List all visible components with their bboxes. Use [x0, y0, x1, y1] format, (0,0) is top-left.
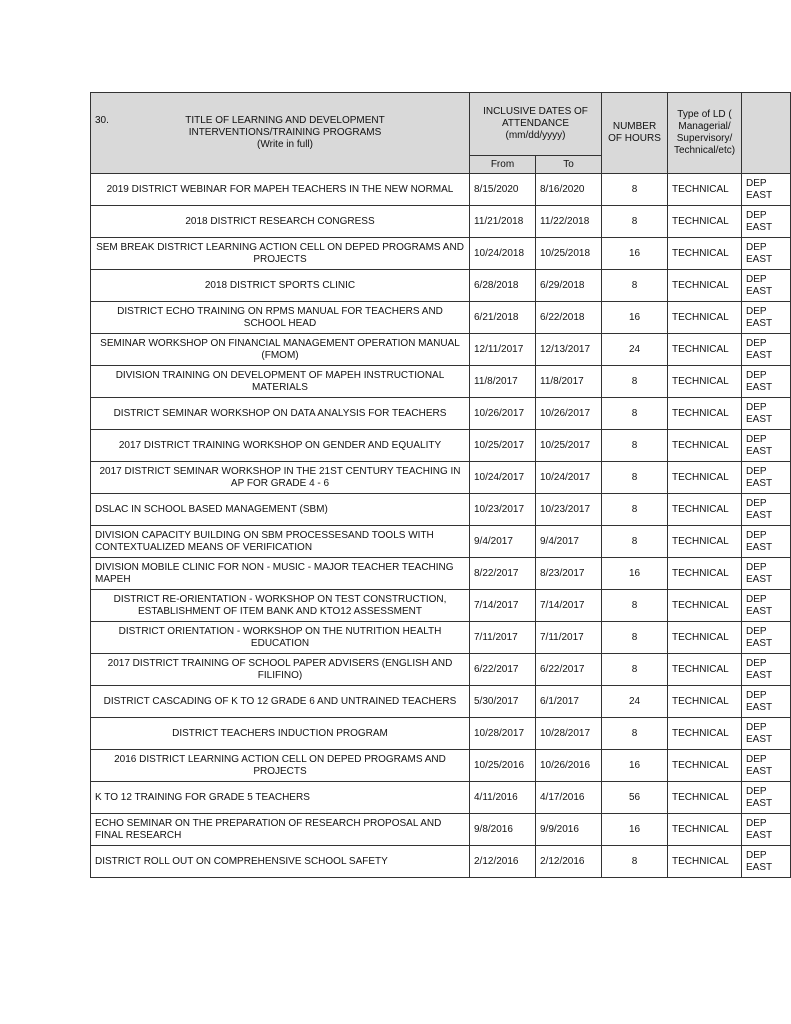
date-from-cell: 7/14/2017	[470, 590, 536, 622]
ld-type-cell: TECHNICAL	[668, 654, 742, 686]
training-title-cell: DISTRICT SEMINAR WORKSHOP ON DATA ANALYSIS FOR TEACHERS	[91, 398, 470, 430]
training-title-cell: DIVISION TRAINING ON DEVELOPMENT OF MAPEH INSTRUCTIONAL MATERIALS	[91, 366, 470, 398]
sponsor-line-1: DEP	[746, 849, 767, 861]
sponsor-line-2: EAST	[746, 797, 773, 809]
training-title-cell: DIVISION MOBILE CLINIC FOR NON - MUSIC - MAJOR TEACHER TEACHING MAPEH	[91, 558, 470, 590]
training-title-cell: 2016 DISTRICT LEARNING ACTION CELL ON DEPED PROGRAMS AND PROJECTS	[91, 750, 470, 782]
sponsor-line-1: DEP	[746, 625, 767, 637]
sponsor-cell	[742, 846, 791, 878]
sponsor-cell	[742, 302, 791, 334]
type-header-cell: Type of LD ( Managerial/ Supervisory/ Technical/etc)	[668, 93, 742, 174]
sponsor-line-1: DEP	[746, 337, 767, 349]
hours-cell: 8	[602, 206, 668, 238]
date-from-cell: 11/8/2017	[470, 366, 536, 398]
hours-cell: 8	[602, 494, 668, 526]
ld-type-cell: TECHNICAL	[668, 846, 742, 878]
date-to-cell: 10/25/2018	[536, 238, 602, 270]
training-title-cell: 2019 DISTRICT WEBINAR FOR MAPEH TEACHERS IN THE NEW NORMAL	[91, 174, 470, 206]
date-to-cell: 10/24/2017	[536, 462, 602, 494]
date-from-cell: 10/23/2017	[470, 494, 536, 526]
sponsor-line-2: EAST	[746, 765, 773, 777]
date-to-cell: 11/8/2017	[536, 366, 602, 398]
sponsor-cell	[742, 206, 791, 238]
sponsor-cell	[742, 718, 791, 750]
ld-type-cell: TECHNICAL	[668, 270, 742, 302]
sponsor-cell	[742, 494, 791, 526]
date-from-cell: 10/24/2017	[470, 462, 536, 494]
sponsor-cell	[742, 622, 791, 654]
sponsor-line-2: EAST	[746, 637, 773, 649]
training-title-cell: K TO 12 TRAINING FOR GRADE 5 TEACHERS	[91, 782, 470, 814]
date-from-cell: 6/28/2018	[470, 270, 536, 302]
dates-header-cell	[470, 93, 602, 156]
sponsor-cell	[742, 462, 791, 494]
sponsor-line-2: EAST	[746, 381, 773, 393]
date-to-cell: 6/22/2017	[536, 654, 602, 686]
sponsor-line-1: DEP	[746, 561, 767, 573]
training-title-cell: DISTRICT ORIENTATION - WORKSHOP ON THE NUTRITION HEALTH EDUCATION	[91, 622, 470, 654]
hours-cell: 16	[602, 750, 668, 782]
sponsor-line-1: DEP	[746, 657, 767, 669]
date-from-cell: 6/21/2018	[470, 302, 536, 334]
sponsor-line-2: EAST	[746, 477, 773, 489]
sponsor-line-2: EAST	[746, 413, 773, 425]
sponsor-line-2: EAST	[746, 317, 773, 329]
ld-type-cell: TECHNICAL	[668, 686, 742, 718]
training-title-cell: 2018 DISTRICT SPORTS CLINIC	[91, 270, 470, 302]
ld-type-cell: TECHNICAL	[668, 430, 742, 462]
dates-header-format: (mm/dd/yyyy)	[505, 130, 566, 141]
date-from-cell: 9/8/2016	[470, 814, 536, 846]
hours-cell: 8	[602, 846, 668, 878]
date-from-cell: 10/28/2017	[470, 718, 536, 750]
table-row	[91, 238, 791, 270]
sponsor-line-2: EAST	[746, 669, 773, 681]
training-title-cell: SEM BREAK DISTRICT LEARNING ACTION CELL ON DEPED PROGRAMS AND PROJECTS	[91, 238, 470, 270]
table-row	[91, 686, 791, 718]
ld-type-cell: TECHNICAL	[668, 462, 742, 494]
sponsor-line-2: EAST	[746, 349, 773, 361]
sponsor-line-2: EAST	[746, 221, 773, 233]
date-from-cell: 10/24/2018	[470, 238, 536, 270]
ld-type-cell: TECHNICAL	[668, 590, 742, 622]
table-row	[91, 302, 791, 334]
date-to-cell: 2/12/2016	[536, 846, 602, 878]
ld-type-cell: TECHNICAL	[668, 206, 742, 238]
sponsor-line-2: EAST	[746, 285, 773, 297]
date-from-cell: 4/11/2016	[470, 782, 536, 814]
training-title-cell: 2018 DISTRICT RESEARCH CONGRESS	[91, 206, 470, 238]
training-title-cell: DISTRICT ECHO TRAINING ON RPMS MANUAL FOR TEACHERS AND SCHOOL HEAD	[91, 302, 470, 334]
hours-cell: 8	[602, 526, 668, 558]
date-to-cell: 10/26/2017	[536, 398, 602, 430]
ld-type-cell: TECHNICAL	[668, 174, 742, 206]
date-from-cell: 7/11/2017	[470, 622, 536, 654]
date-from-cell: 5/30/2017	[470, 686, 536, 718]
ld-type-cell: TECHNICAL	[668, 238, 742, 270]
date-to-cell: 6/29/2018	[536, 270, 602, 302]
sponsor-cell	[742, 366, 791, 398]
sponsor-line-2: EAST	[746, 509, 773, 521]
table-row	[91, 654, 791, 686]
training-title-cell: 2017 DISTRICT TRAINING OF SCHOOL PAPER ADVISERS (ENGLISH AND FILIFINO)	[91, 654, 470, 686]
ld-type-cell: TECHNICAL	[668, 494, 742, 526]
sponsor-cell	[742, 174, 791, 206]
hours-cell: 8	[602, 590, 668, 622]
sponsor-cell	[742, 590, 791, 622]
ld-type-cell: TECHNICAL	[668, 526, 742, 558]
sponsor-line-1: DEP	[746, 209, 767, 221]
hours-cell: 8	[602, 398, 668, 430]
hours-cell: 8	[602, 174, 668, 206]
hours-cell: 56	[602, 782, 668, 814]
table-row	[91, 814, 791, 846]
date-to-cell: 7/14/2017	[536, 590, 602, 622]
table-row	[91, 206, 791, 238]
date-to-cell: 7/11/2017	[536, 622, 602, 654]
hours-cell: 16	[602, 558, 668, 590]
table-row	[91, 430, 791, 462]
sponsor-cell	[742, 654, 791, 686]
sponsor-line-1: DEP	[746, 817, 767, 829]
sponsor-line-1: DEP	[746, 273, 767, 285]
from-header-cell: From	[470, 156, 536, 174]
sponsor-cell	[742, 686, 791, 718]
sponsor-cell	[742, 558, 791, 590]
table-row	[91, 494, 791, 526]
training-title-cell: DISTRICT ROLL OUT ON COMPREHENSIVE SCHOOL SAFETY	[91, 846, 470, 878]
sponsor-line-1: DEP	[746, 401, 767, 413]
training-title-cell: SEMINAR WORKSHOP ON FINANCIAL MANAGEMENT OPERATION MANUAL (FMOM)	[91, 334, 470, 366]
hours-cell: 16	[602, 814, 668, 846]
sponsor-line-1: DEP	[746, 177, 767, 189]
sponsor-line-2: EAST	[746, 605, 773, 617]
date-to-cell: 6/1/2017	[536, 686, 602, 718]
hours-header-cell: NUMBER OF HOURS	[602, 93, 668, 174]
date-from-cell: 10/25/2017	[470, 430, 536, 462]
hours-cell: 16	[602, 238, 668, 270]
sponsor-cell	[742, 270, 791, 302]
training-title-cell: DISTRICT TEACHERS INDUCTION PROGRAM	[91, 718, 470, 750]
learning-development-table	[90, 92, 791, 878]
sponsor-cell	[742, 814, 791, 846]
sponsor-line-1: DEP	[746, 305, 767, 317]
date-from-cell: 10/26/2017	[470, 398, 536, 430]
table-row	[91, 526, 791, 558]
date-from-cell: 2/12/2016	[470, 846, 536, 878]
date-from-cell: 8/22/2017	[470, 558, 536, 590]
sponsor-line-2: EAST	[746, 445, 773, 457]
sponsor-cell	[742, 398, 791, 430]
ld-type-cell: TECHNICAL	[668, 366, 742, 398]
sponsor-line-2: EAST	[746, 861, 773, 873]
ld-type-cell: TECHNICAL	[668, 750, 742, 782]
date-from-cell: 9/4/2017	[470, 526, 536, 558]
hours-cell: 8	[602, 654, 668, 686]
date-from-cell: 6/22/2017	[470, 654, 536, 686]
title-header-cell	[91, 93, 470, 174]
sponsor-line-2: EAST	[746, 541, 773, 553]
date-to-cell: 9/4/2017	[536, 526, 602, 558]
hours-cell: 24	[602, 686, 668, 718]
training-title-cell: 2017 DISTRICT SEMINAR WORKSHOP IN THE 21ST CENTURY TEACHING IN AP FOR GRADE 4 - 6	[91, 462, 470, 494]
table-row	[91, 782, 791, 814]
training-title-cell: ECHO SEMINAR ON THE PREPARATION OF RESEARCH PROPOSAL AND FINAL RESEARCH	[91, 814, 470, 846]
ld-type-cell: TECHNICAL	[668, 622, 742, 654]
sponsor-cell	[742, 750, 791, 782]
sponsor-line-2: EAST	[746, 829, 773, 841]
hours-cell: 8	[602, 270, 668, 302]
date-to-cell: 10/28/2017	[536, 718, 602, 750]
training-title-cell: DISTRICT CASCADING OF K TO 12 GRADE 6 AND UNTRAINED TEACHERS	[91, 686, 470, 718]
ld-type-cell: TECHNICAL	[668, 334, 742, 366]
date-to-cell: 10/26/2016	[536, 750, 602, 782]
hours-cell: 24	[602, 334, 668, 366]
training-title-cell: DISTRICT RE-ORIENTATION - WORKSHOP ON TEST CONSTRUCTION, ESTABLISHMENT OF ITEM BANK AND KTO12 ASSESSMENT	[91, 590, 470, 622]
title-header-label: TITLE OF LEARNING AND DEVELOPMENT INTERVENTIONS/TRAINING PROGRAMS	[185, 115, 385, 138]
sponsor-line-1: DEP	[746, 433, 767, 445]
sponsor-cell	[742, 526, 791, 558]
training-title-cell: DSLAC IN SCHOOL BASED MANAGEMENT (SBM)	[91, 494, 470, 526]
table-row	[91, 718, 791, 750]
date-to-cell: 10/25/2017	[536, 430, 602, 462]
sponsor-line-2: EAST	[746, 701, 773, 713]
sponsor-line-1: DEP	[746, 721, 767, 733]
ld-type-cell: TECHNICAL	[668, 558, 742, 590]
sponsor-line-2: EAST	[746, 733, 773, 745]
ld-type-cell: TECHNICAL	[668, 814, 742, 846]
hours-cell: 8	[602, 430, 668, 462]
date-to-cell: 10/23/2017	[536, 494, 602, 526]
ld-type-cell: TECHNICAL	[668, 782, 742, 814]
sponsor-line-1: DEP	[746, 241, 767, 253]
sponsor-line-2: EAST	[746, 253, 773, 265]
sponsor-line-1: DEP	[746, 689, 767, 701]
table-row	[91, 558, 791, 590]
sponsor-cell	[742, 238, 791, 270]
date-to-cell: 8/23/2017	[536, 558, 602, 590]
table-row	[91, 590, 791, 622]
dates-header-label: INCLUSIVE DATES OF ATTENDANCE	[483, 106, 588, 129]
date-to-cell: 6/22/2018	[536, 302, 602, 334]
date-from-cell: 10/25/2016	[470, 750, 536, 782]
date-from-cell: 11/21/2018	[470, 206, 536, 238]
to-header-cell: To	[536, 156, 602, 174]
date-to-cell: 12/13/2017	[536, 334, 602, 366]
date-to-cell: 4/17/2016	[536, 782, 602, 814]
table-row	[91, 334, 791, 366]
sponsor-line-2: EAST	[746, 189, 773, 201]
date-from-cell: 12/11/2017	[470, 334, 536, 366]
table-row	[91, 750, 791, 782]
ld-type-cell: TECHNICAL	[668, 398, 742, 430]
table-row	[91, 270, 791, 302]
sponsor-line-2: EAST	[746, 573, 773, 585]
sponsor-cell	[742, 430, 791, 462]
hours-cell: 8	[602, 366, 668, 398]
table-row	[91, 366, 791, 398]
title-header-sub: (Write in full)	[257, 139, 313, 150]
table-row	[91, 398, 791, 430]
date-to-cell: 9/9/2016	[536, 814, 602, 846]
ld-type-cell: TECHNICAL	[668, 718, 742, 750]
sponsor-line-1: DEP	[746, 497, 767, 509]
hours-cell: 8	[602, 622, 668, 654]
sponsor-cell	[742, 334, 791, 366]
date-to-cell: 11/22/2018	[536, 206, 602, 238]
sponsor-cell	[742, 782, 791, 814]
hours-cell: 16	[602, 302, 668, 334]
sponsor-line-1: DEP	[746, 593, 767, 605]
table-row	[91, 622, 791, 654]
sponsor-line-1: DEP	[746, 785, 767, 797]
hours-cell: 8	[602, 462, 668, 494]
item-number: 30.	[95, 115, 109, 126]
table-row	[91, 174, 791, 206]
ld-type-cell: TECHNICAL	[668, 302, 742, 334]
table-row	[91, 846, 791, 878]
table-row	[91, 462, 791, 494]
date-from-cell: 8/15/2020	[470, 174, 536, 206]
sponsor-line-1: DEP	[746, 465, 767, 477]
hours-cell: 8	[602, 718, 668, 750]
date-to-cell: 8/16/2020	[536, 174, 602, 206]
sponsor-line-1: DEP	[746, 369, 767, 381]
sponsor-line-1: DEP	[746, 529, 767, 541]
training-title-cell: 2017 DISTRICT TRAINING WORKSHOP ON GENDER AND EQUALITY	[91, 430, 470, 462]
training-title-cell: DIVISION CAPACITY BUILDING ON SBM PROCESSESAND TOOLS WITH CONTEXTUALIZED MEANS OF VERIFICATION	[91, 526, 470, 558]
sponsor-header-cell	[742, 93, 791, 174]
sponsor-line-1: DEP	[746, 753, 767, 765]
